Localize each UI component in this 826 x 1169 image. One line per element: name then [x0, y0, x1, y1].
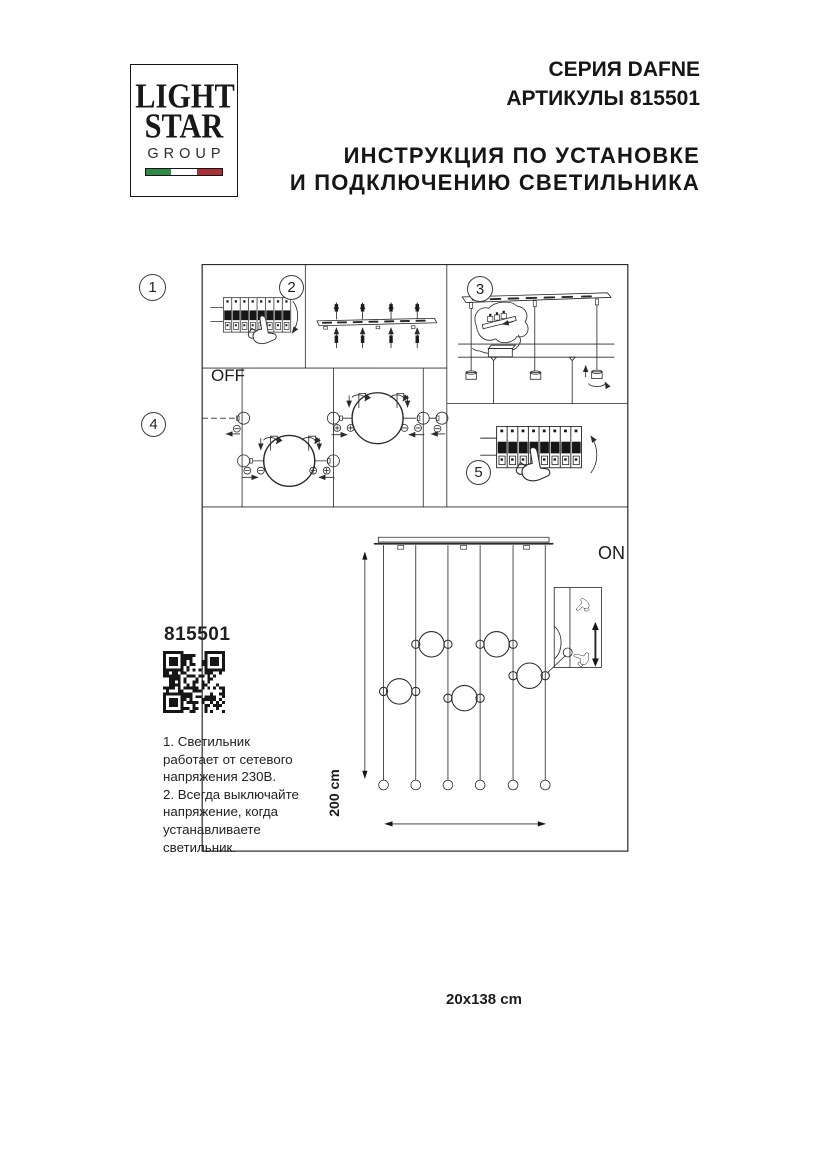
note-line: напряжение, когда [163, 804, 278, 820]
instruction-title-line2: И ПОДКЛЮЧЕНИЮ СВЕТИЛЬНИКА [289, 170, 700, 195]
instruction-title-block [290, 142, 700, 196]
note-line: работает от сетевого [163, 751, 293, 767]
width-dimension [384, 821, 546, 826]
note-line: устанавливаете [163, 821, 261, 837]
instruction-title-line1: ИНСТРУКЦИЯ ПО УСТАНОВКЕ [343, 143, 700, 168]
qr-code [163, 651, 225, 713]
articles-title: АРТИКУЛЫ 815501 [506, 87, 700, 110]
logo-word-light: LIGHT [135, 78, 235, 116]
step5-breaker-on-drawing [481, 426, 597, 480]
step2-mounting-bar-drawing [317, 303, 437, 348]
step-1-badge: 1 [139, 274, 166, 301]
step-4-badge: 4 [141, 412, 166, 437]
lightstar-logo [130, 64, 238, 197]
step4-sphere-assembly-drawing [202, 368, 448, 506]
flag-red-stripe [197, 169, 222, 175]
note-line: 1. Светильник [163, 734, 251, 749]
cable-gripper-icons [466, 370, 602, 379]
step3-ceiling-rail-drawing [458, 293, 614, 403]
note-line: светильник. [163, 839, 237, 855]
article-number: 815501 [164, 624, 231, 645]
fixture-overview-drawing [362, 537, 601, 826]
note-line: 2. Всегда выключайте [163, 786, 299, 802]
step-3-badge: 3 [467, 276, 493, 302]
flag-white-stripe [171, 169, 196, 175]
logo-word-group: GROUP [147, 146, 226, 162]
off-label: OFF [211, 366, 245, 385]
header-title-block [506, 55, 700, 113]
height-dimension [362, 551, 367, 779]
driver-box [473, 335, 521, 357]
logo-word-star: STAR [144, 108, 224, 146]
step-2-badge: 2 [279, 275, 304, 300]
italian-flag-icon [145, 168, 223, 176]
flag-green-stripe [146, 169, 171, 175]
width-dimension-label: 20x138 cm [446, 991, 522, 1008]
step1-breaker-off-drawing [211, 298, 298, 344]
glass-spheres [379, 632, 549, 711]
adjustment-inset [547, 587, 601, 672]
safety-notes [163, 733, 313, 856]
note-line: напряжения 230В. [163, 769, 277, 785]
series-title: СЕРИЯ DAFNE [548, 58, 700, 81]
height-dimension-label: 200 cm [326, 769, 342, 817]
on-label: ON [598, 543, 625, 563]
step-5-badge: 5 [466, 460, 491, 485]
magnifier-bubble [475, 302, 528, 342]
